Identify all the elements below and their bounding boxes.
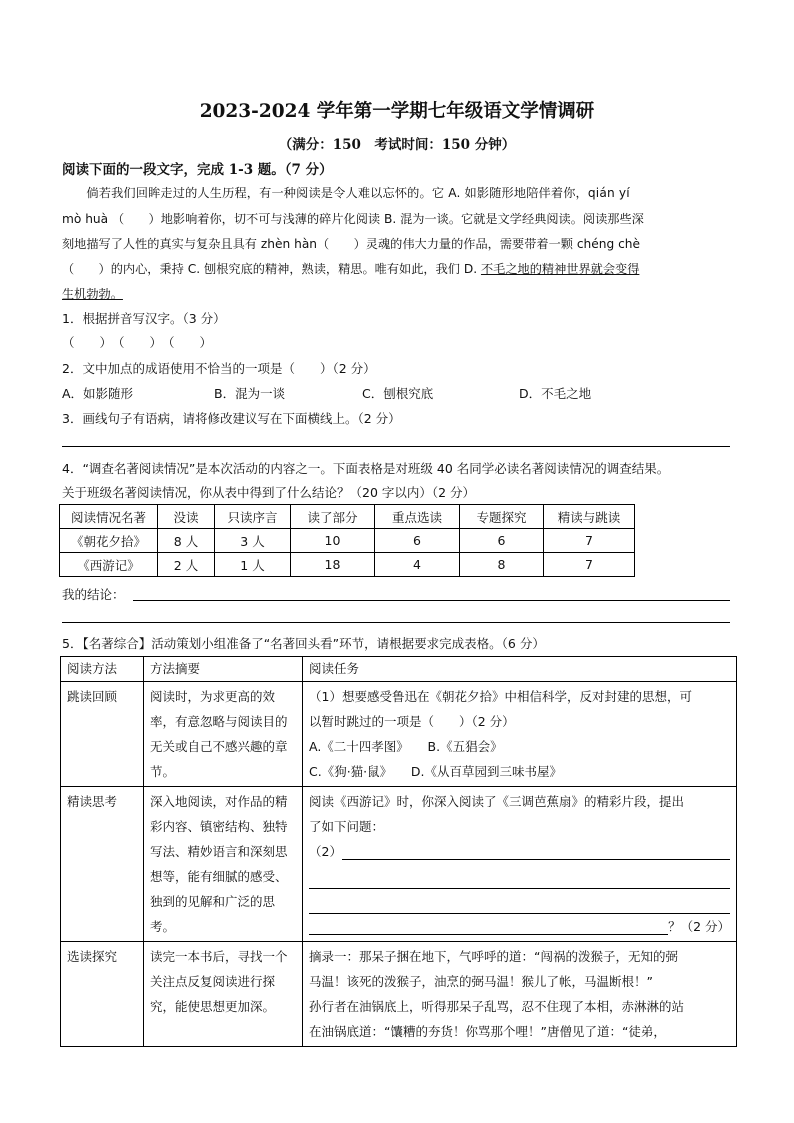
plan-summary: 阅读时，为求更高的效率，有意忽略与阅读目的无关或自己不感兴趣的章节。 bbox=[144, 682, 303, 787]
task-line: 孙行者在油锅底上，听得那呆子乱骂，忍不住现了本相，赤淋淋的站 bbox=[309, 999, 685, 1014]
survey-cell: 18 bbox=[291, 553, 375, 577]
plan-header-row bbox=[61, 657, 737, 682]
question-1-blanks[interactable]: （ ） （ ） （ ） bbox=[62, 335, 213, 350]
plan-summary: 读完一本书后，寻找一个关注点反复阅读进行探究，能使思想更加深。 bbox=[144, 942, 303, 1047]
question-2: 2．文中加点的成语使用不恰当的一项是（ ）（2 分） bbox=[62, 361, 376, 376]
survey-cell: 《朝花夕拾》 bbox=[60, 529, 158, 553]
underlined-sentence: 不毛之地的精神世界就会变得 bbox=[480, 262, 640, 276]
plan-method: 精读思考 bbox=[61, 787, 144, 942]
survey-cell: 1 人 bbox=[215, 553, 291, 577]
survey-header-cell: 重点选读 bbox=[375, 505, 460, 529]
conclusion-label: 我的结论： bbox=[62, 587, 125, 602]
answer-line[interactable] bbox=[309, 889, 730, 914]
survey-cell: 2 人 bbox=[158, 553, 215, 577]
question-5: 5．【名著综合】活动策划小组准备了“名著回头看”环节，请根据要求完成表格。（6 分） bbox=[62, 636, 545, 651]
survey-cell: 6 bbox=[375, 529, 460, 553]
q2-option-d[interactable]: D．不毛之地 bbox=[519, 386, 592, 401]
task-blank-row bbox=[309, 839, 730, 864]
survey-cell: 7 bbox=[544, 529, 635, 553]
task-blank-label: （2） bbox=[309, 844, 342, 859]
task-option-line[interactable]: C.《狗·猫·鼠》 D.《从百草园到三味书屋》 bbox=[309, 764, 562, 779]
passage-line-3: 刻地描写了人性的真实与复杂且具有 zhèn hàn（ ）灵魂的伟大力量的作品，需要带着一颗 chéng chè bbox=[62, 237, 641, 251]
exam-title: 2023-2024 学年第一学期七年级语文学情调研 bbox=[199, 101, 595, 122]
survey-row bbox=[60, 553, 635, 577]
q2-option-a[interactable]: A．如影随形 bbox=[62, 386, 134, 401]
answer-line[interactable] bbox=[309, 914, 668, 935]
task-line: 马温！该死的泼猴子，油烹的弼马温！猴儿了帐，马温断根！” bbox=[309, 974, 653, 989]
survey-table bbox=[59, 504, 635, 577]
survey-header-cell: 读了部分 bbox=[291, 505, 375, 529]
task-line: （1）想要感受鲁迅在《朝花夕拾》中相信科学，反对封建的思想，可 bbox=[309, 689, 692, 704]
survey-cell: 6 bbox=[460, 529, 544, 553]
passage-line-4-text: （ ）的内心，秉持 C. 刨根究底的精神，熟读，精思。唯有如此，我们 D. bbox=[62, 262, 481, 276]
plan-method: 选读探究 bbox=[61, 942, 144, 1047]
survey-cell: 10 bbox=[291, 529, 375, 553]
survey-cell: 《西游记》 bbox=[60, 553, 158, 577]
passage-line-2: mò huà （ ）地影响着你，切不可与浅薄的碎片化阅读 B. 混为一谈。它就是文学经典阅读。阅读那些深 bbox=[62, 212, 644, 226]
answer-line[interactable] bbox=[342, 839, 730, 860]
question-1: 1．根据拼音写汉字。（3 分） bbox=[62, 311, 226, 326]
survey-header-cell: 没读 bbox=[158, 505, 215, 529]
plan-method: 跳读回顾 bbox=[61, 682, 144, 787]
reading-heading: 阅读下面的一段文字，完成 1-3 题。（7 分） bbox=[62, 162, 333, 178]
survey-header-cell: 精读与跳读 bbox=[544, 505, 635, 529]
survey-header-cell: 阅读情况名著 bbox=[60, 505, 158, 529]
survey-cell: 7 bbox=[544, 553, 635, 577]
survey-row bbox=[60, 529, 635, 553]
survey-header-cell: 只读序言 bbox=[215, 505, 291, 529]
plan-row-intensive bbox=[61, 787, 737, 942]
task-end-label: ？（2 分） bbox=[668, 919, 730, 934]
survey-header-row bbox=[60, 505, 635, 529]
passage-line-5: 生机勃勃。 bbox=[62, 287, 123, 301]
survey-cell: 8 人 bbox=[158, 529, 215, 553]
q2-option-b[interactable]: B．混为一谈 bbox=[214, 386, 286, 401]
plan-task bbox=[303, 787, 737, 942]
task-line: 以暂时跳过的一项是（ ）（2 分） bbox=[309, 714, 515, 729]
passage-line-1: 倘若我们回眸走过的人生历程，有一种阅读是令人难以忘怀的。它 A. 如影随形地陪伴着你，qián yí bbox=[86, 186, 630, 200]
conclusion-answer-line[interactable] bbox=[133, 600, 730, 601]
q2-option-c[interactable]: C．刨根究底 bbox=[362, 386, 434, 401]
task-line: 摘录一：那呆子捆在地下，气呼呼的道：“闯祸的泼猴子，无知的弼 bbox=[309, 949, 678, 964]
exam-subtitle: （满分：150 考试时间：150 分钟） bbox=[278, 137, 516, 153]
task-line: 在油锅底道：“馕糟的夯货！你骂那个哩！”唐僧见了道：“徒弟， bbox=[309, 1024, 666, 1039]
task-line: 了如下问题： bbox=[309, 819, 385, 834]
survey-cell: 4 bbox=[375, 553, 460, 577]
reading-plan-table bbox=[60, 656, 737, 1047]
answer-line[interactable] bbox=[309, 864, 730, 889]
task-option-line[interactable]: A.《二十四孝图》 B.《五猖会》 bbox=[309, 739, 503, 754]
plan-header-cell: 阅读方法 bbox=[61, 657, 144, 682]
task-line: 阅读《西游记》时，你深入阅读了《三调芭蕉扇》的精彩片段，提出 bbox=[309, 794, 685, 809]
plan-task bbox=[303, 942, 737, 1047]
task-blank-end-row bbox=[309, 914, 730, 939]
survey-cell: 8 bbox=[460, 553, 544, 577]
plan-header-cell: 方法摘要 bbox=[144, 657, 303, 682]
passage-line-4 bbox=[62, 260, 734, 277]
conclusion-answer-line-2[interactable] bbox=[62, 622, 730, 623]
question-4-line-1: 4．“调查名著阅读情况”是本次活动的内容之一。下面表格是对班级 40 名同学必读名著阅读情况的调查结果。 bbox=[62, 461, 670, 476]
plan-row-explore bbox=[61, 942, 737, 1047]
plan-header-cell: 阅读任务 bbox=[303, 657, 737, 682]
plan-task bbox=[303, 682, 737, 787]
answer-line-q3[interactable] bbox=[62, 446, 730, 447]
question-4-line-2: 关于班级名著阅读情况，你从表中得到了什么结论？（20 字以内）（2 分） bbox=[62, 485, 476, 500]
survey-header-cell: 专题探究 bbox=[460, 505, 544, 529]
survey-cell: 3 人 bbox=[215, 529, 291, 553]
plan-row-skim bbox=[61, 682, 737, 787]
plan-summary: 深入地阅读，对作品的精彩内容、镇密结构、独特写法、精妙语言和深刻思想等，能有细腻的感受、独到的见解和广泛的思考。 bbox=[144, 787, 303, 942]
question-3: 3．画线句子有语病，请将修改建议写在下面横线上。（2 分） bbox=[62, 411, 401, 426]
